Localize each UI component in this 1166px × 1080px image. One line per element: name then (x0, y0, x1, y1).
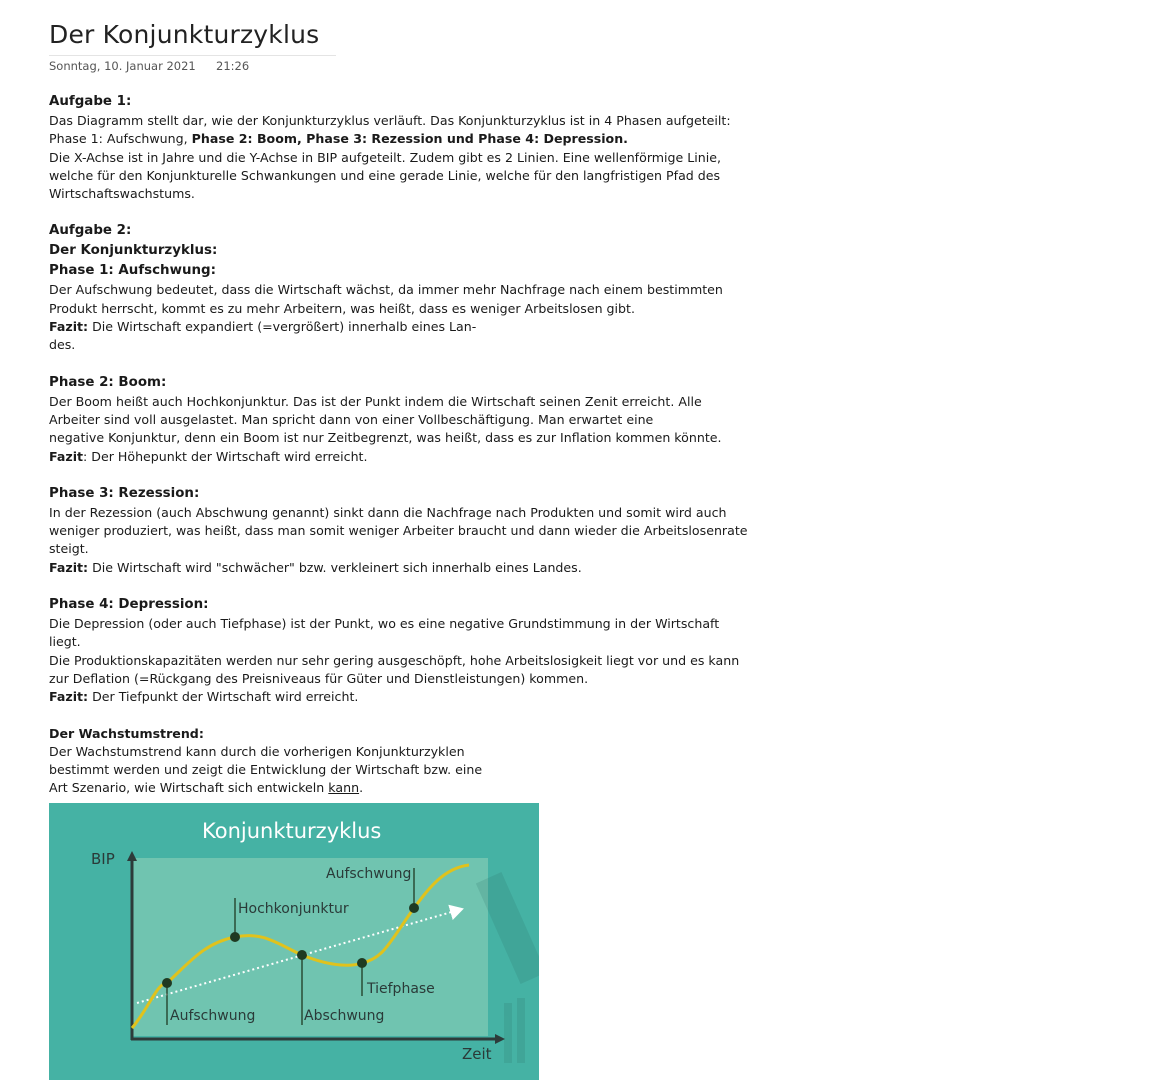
trend-text: Art Szenario, wie Wirtschaft sich entwickeln (49, 780, 329, 796)
note-body (49, 92, 749, 798)
phase3-line: weniger produziert, was heißt, dass man somit weniger Arbeiter braucht und dann wieder die Arbeitslosenrate (49, 523, 748, 539)
phase1-line: Der Aufschwung bedeutet, dass die Wirtschaft wächst, da immer mehr Nachfrage nach einem bestimmten (49, 282, 723, 298)
x-axis-label: Zeit (462, 1045, 492, 1063)
fazit-text: Der Tiefpunkt der Wirtschaft wird erreicht. (88, 689, 359, 705)
aufgabe1-heading: Aufgabe 1: (49, 94, 132, 109)
aufgabe1-phase1-text: Phase 1: Aufschwung, (49, 131, 192, 147)
label-hochkonjunktur: Hochkonjunktur (238, 901, 349, 917)
phase3-line: In der Rezession (auch Abschwung genannt) sinkt dann die Nachfrage nach Produkten und somit wird auch (49, 504, 727, 520)
fazit-label: Fazit: (49, 319, 89, 335)
cycle-marker (230, 932, 240, 942)
phase1-fazit-cont: des. (49, 337, 76, 353)
phase3-line: steigt. (49, 541, 89, 557)
phase3-heading: Phase 3: Rezession: (49, 485, 200, 501)
fazit-label: Fazit: (49, 559, 89, 575)
cycle-marker (297, 950, 307, 960)
aufgabe1-line: Die X-Achse ist in Jahre und die Y-Achse in BIP aufgeteilt. Zudem gibt es 2 Linien. Eine wellenförmige Linie, (49, 149, 722, 165)
aufgabe1-line: Das Diagramm stellt dar, wie der Konjunkturzyklus verläuft. Das Konjunkturzyklus ist in 4 Phasen aufgeteilt: (49, 113, 731, 128)
aufgabe1-phases-bold: Phase 2: Boom, Phase 3: Rezession und Phase 4: Depression. (191, 131, 628, 147)
underlined-word: kann (328, 780, 360, 796)
phase2-line: negative Konjunktur, denn ein Boom ist nur Zeitbegrenzt, was heißt, dass es zur Inflation kommen könnte. (49, 430, 722, 446)
figure-svg (49, 803, 539, 1080)
cycle-marker (357, 958, 367, 968)
aufgabe2-subheading: Der Konjunkturzyklus: (49, 243, 218, 259)
phase2-line: Arbeiter sind voll ausgelastet. Man spricht dann von einer Vollbeschäftigung. Man erwartet eine (49, 411, 654, 427)
fazit-text: : Der Höhepunkt der Wirtschaft wird erreicht. (83, 448, 368, 464)
label-aufschwung-bottom: Aufschwung (170, 1008, 256, 1024)
aufgabe1-line: welche für den Konjunkturelle Schwankungen und eine gerade Linie, welche für den langfristigen Pfad des (49, 167, 721, 183)
aufgabe1-line (49, 130, 749, 148)
phase4-heading: Phase 4: Depression: (49, 597, 209, 613)
phase2-heading: Phase 2: Boom: (49, 374, 167, 390)
page-date: Sonntag, 10. Januar 2021 (49, 59, 196, 73)
label-abschwung: Abschwung (304, 1008, 385, 1024)
trend-line: Der Wachstumstrend kann durch die vorherigen Konjunkturzyklen (49, 743, 465, 759)
phase1-line: Produkt herrscht, kommt es zu mehr Arbeitern, was heißt, dass es weniger Arbeitslosen gibt. (49, 300, 635, 316)
trend-line (49, 779, 749, 797)
aufgabe1-line: Wirtschaftswachstums. (49, 186, 195, 202)
trend-heading: Der Wachstumstrend: (49, 725, 204, 741)
trend-line: bestimmt werden und zeigt die Entwicklung der Wirtschaft bzw. eine (49, 762, 483, 778)
fazit-label: Fazit: (49, 689, 89, 705)
page-time: 21:26 (216, 59, 250, 73)
y-axis-label: BIP (91, 850, 115, 868)
label-tiefphase: Tiefphase (367, 981, 435, 997)
cycle-marker (162, 978, 172, 988)
phase2-line: Der Boom heißt auch Hochkonjunktur. Das ist der Punkt indem die Wirtschaft seinen Zenit erreicht. Alle (49, 393, 702, 409)
cycle-marker (409, 903, 419, 913)
phase1-heading: Phase 1: Aufschwung: (49, 263, 216, 279)
phase1-fazit (49, 318, 749, 336)
phase4-line: zur Deflation (=Rückgang des Preisniveaus für Güter und Dienstleistungen) kommen. (49, 670, 589, 686)
phase4-fazit (49, 688, 749, 706)
phase4-line: Die Depression (oder auch Tiefphase) ist der Punkt, wo es eine negative Grundstimmung in der Wirtschaft liegt. (49, 616, 720, 650)
aufgabe2-heading: Aufgabe 2: (49, 223, 132, 239)
fazit-label: Fazit (49, 448, 84, 464)
fazit-text: Die Wirtschaft wird "schwächer" bzw. verkleinert sich innerhalb eines Landes. (88, 559, 582, 575)
phase3-fazit (49, 559, 749, 577)
fazit-text: Die Wirtschaft expandiert (=vergrößert) innerhalb eines Lan- (88, 319, 477, 335)
konjunkturzyklus-figure (49, 803, 539, 1080)
phase4-line: Die Produktionskapazitäten werden nur sehr gering ausgeschöpft, hohe Arbeitslosigkeit liegt vor und es kann (49, 652, 740, 668)
trend-period: . (359, 780, 364, 796)
page-title: Der Konjunkturzyklus (49, 20, 320, 49)
title-divider (49, 55, 336, 56)
phase2-fazit (49, 448, 749, 466)
figure-title: Konjunkturzyklus (202, 819, 382, 843)
label-aufschwung-top: Aufschwung (326, 866, 412, 882)
